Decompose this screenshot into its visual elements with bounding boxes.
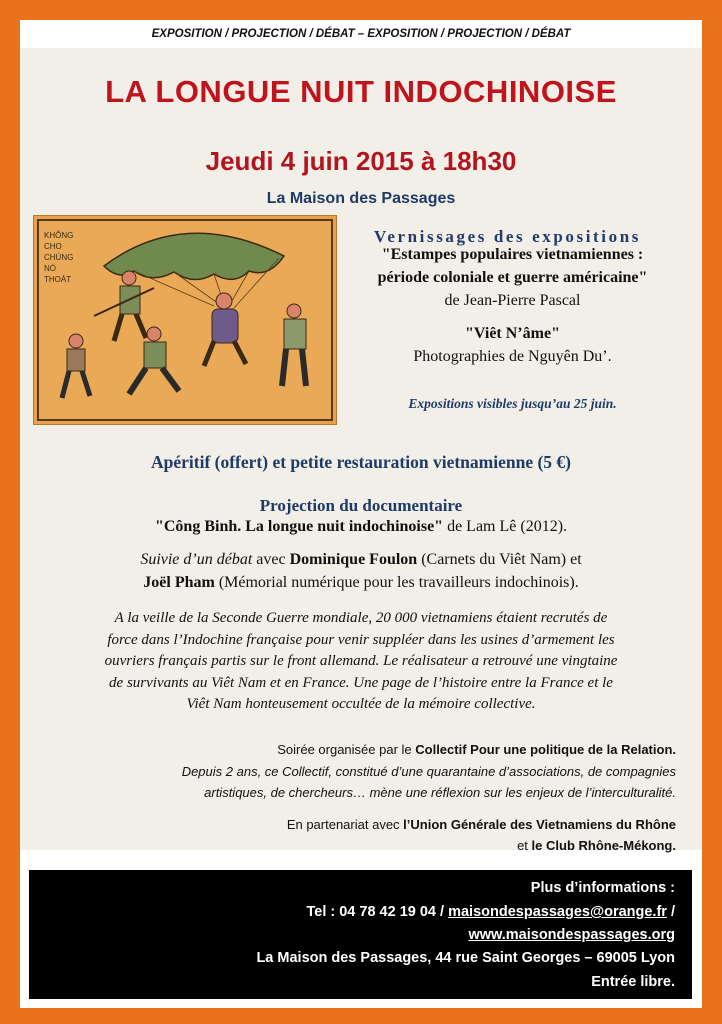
expo1-title-line1: "Estampes populaires vietnamiennes : [381, 246, 644, 263]
debate-label: Suivie d’un débat [140, 551, 253, 568]
film-line [20, 518, 702, 536]
synopsis-line: ouvriers français partis sur le front allemand. Le réalisateur a retrouvé une vingtaine [104, 653, 618, 669]
organizer-desc-1: Depuis 2 ans, ce Collectif, constitué d’une quarantaine d’associations, de compagnies [181, 764, 676, 779]
info-footer [29, 870, 692, 999]
partner-2: le Club Rhône-Mékong. [531, 838, 676, 853]
poster-title: LA LONGUE NUIT INDOCHINOISE [105, 74, 617, 109]
top-banner: EXPOSITION / PROJECTION / DÉBAT – EXPOSITION / PROJECTION / DÉBAT [20, 20, 702, 48]
partners-and: et [517, 838, 532, 853]
debate-line-1 [20, 551, 702, 569]
address: La Maison des Passages, 44 rue Saint Georges – 69005 Lyon [256, 950, 675, 966]
guest1-org: (Carnets du Viêt Nam) et [417, 551, 582, 568]
guest2-name: Joël Pham [143, 574, 215, 591]
venue-name: La Maison des Passages [266, 190, 456, 207]
expo1-author: de Jean-Pierre Pascal [444, 292, 581, 309]
folk-print-image [33, 215, 337, 425]
synopsis [20, 608, 702, 716]
organizer-desc-2: artistiques, de chercheurs… mène une réflexion sur les enjeux de l’interculturalité. [204, 785, 676, 800]
guest1-name: Dominique Foulon [289, 551, 418, 568]
debate-with: avec [252, 551, 290, 568]
synopsis-line: de survivants au Viêt Nam et en France. Une page de l’histoire entre la France et le [109, 674, 613, 691]
organizer-prefix: Soirée organisée par le [277, 742, 416, 757]
synopsis-line: A la veille de la Seconde Guerre mondiale, 20 000 vietnamiens étaient recrutés de [114, 610, 608, 626]
expo2-title: "Viêt N’âme" [465, 325, 560, 342]
organizer-name: Collectif Pour une politique de la Relation. [415, 742, 676, 757]
email-link[interactable]: maisondespassages@orange.fr [448, 904, 667, 920]
exhibition-dates: Expositions visibles jusqu’au 25 juin. [408, 396, 617, 411]
expo1-title-line2: période coloniale et guerre américaine" [377, 269, 648, 286]
film-title: "Công Binh. La longue nuit indochinoise" [154, 518, 444, 535]
debate-line-2 [20, 574, 702, 592]
synopsis-line: force dans l’Indochine française pour venir suppléer dans les usines d’armement les [107, 631, 615, 648]
website-link[interactable]: www.maisondespassages.org [468, 927, 675, 943]
phone: Tel : 04 78 42 19 04 / [306, 904, 449, 920]
partner-1: l’Union Générale des Vietnamiens du Rhône [403, 817, 676, 832]
partners-line-2 [517, 838, 676, 853]
poster-sheet [20, 20, 702, 1008]
projection-heading: Projection du documentaire [259, 496, 463, 515]
entry-free: Entrée libre. [591, 974, 675, 990]
expo2-author: Photographies de Nguyên Du’. [413, 348, 612, 365]
organizer-line [277, 742, 676, 757]
event-date: Jeudi 4 juin 2015 à 18h30 [205, 146, 517, 176]
vernissage-heading: Vernissages des expositions [374, 227, 641, 246]
contact-line [306, 904, 675, 920]
partners-prefix: En partenariat avec [286, 817, 404, 832]
synopsis-line: Viêt Nam honteusement occultée de la mémoire collective. [186, 696, 536, 712]
more-info-label: Plus d’informations : [530, 880, 675, 896]
image-caption: KHÔNG CHO CHÚNG NÓ THOÁT [44, 231, 74, 284]
aperitif-line: Apéritif (offert) et petite restauration vietnamienne (5 €) [150, 452, 572, 472]
contact-slash: / [666, 904, 675, 920]
guest2-org: (Mémorial numérique pour les travailleurs indochinois). [214, 574, 579, 591]
film-director: de Lam Lê (2012). [443, 518, 568, 535]
partners-line-1 [287, 817, 676, 832]
poster-body [20, 20, 702, 850]
